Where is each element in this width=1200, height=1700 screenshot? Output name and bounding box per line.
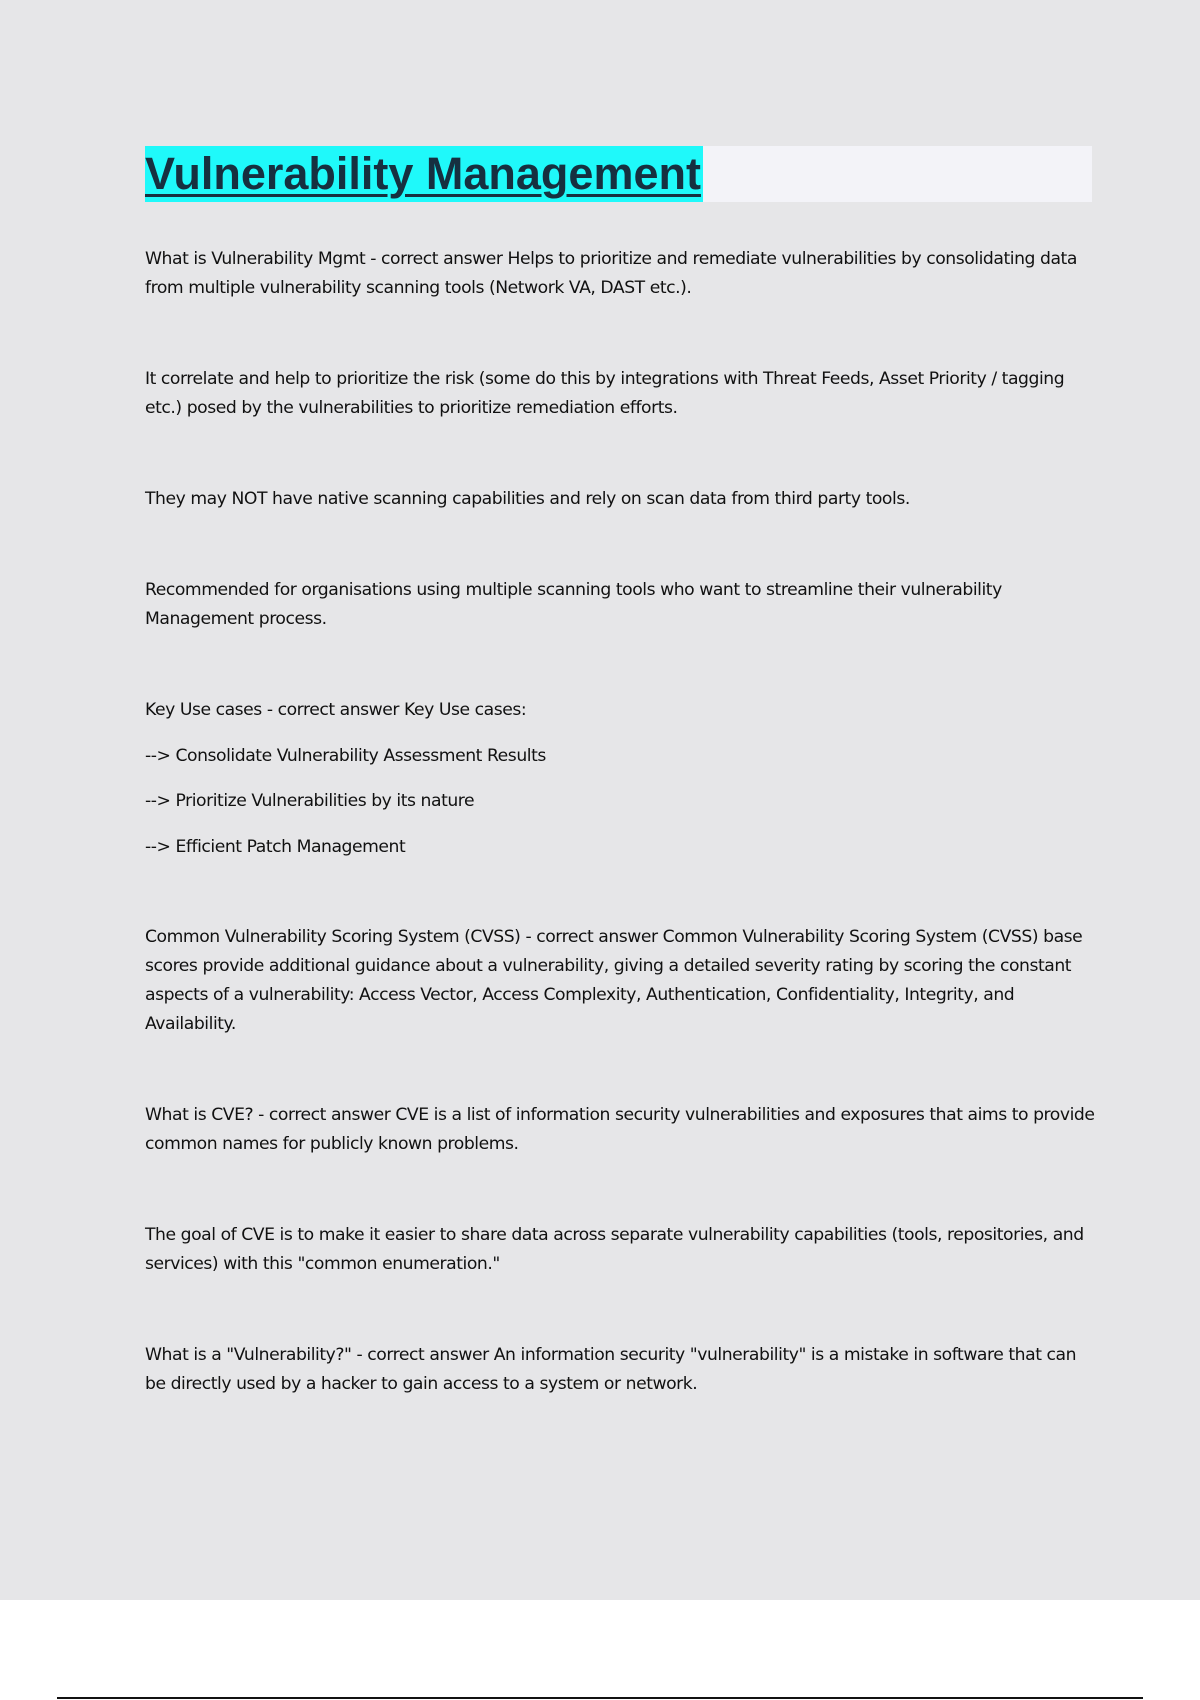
paragraph-vulnerability-definition: What is a "Vulnerability?" - correct answer An information security "vulnerability" is a mistake in software that can be directly used by a hacker to gain access to a system or network. xyxy=(145,1345,1077,1394)
paragraph-vulnerability-mgmt: What is Vulnerability Mgmt - correct answer Helps to prioritize and remediate vulnerabilities by consolidating data from multiple vulnerability scanning tools (Network VA, DAST etc.). xyxy=(145,249,1077,298)
list-item-use-case: --> Prioritize Vulnerabilities by its nature xyxy=(145,791,475,811)
document-title: Vulnerability Management xyxy=(145,146,703,202)
paragraph-recommended: Recommended for organisations using multiple scanning tools who want to streamline their vulnerability Management process. xyxy=(145,580,1002,629)
footer-rule xyxy=(57,1697,1143,1699)
list-item-use-case: --> Consolidate Vulnerability Assessment Results xyxy=(145,746,546,766)
paragraph-cve-goal: The goal of CVE is to make it easier to share data across separate vulnerability capabilities (tools, repositories, and services) with this "common enumeration." xyxy=(145,1225,1084,1274)
paragraph-key-use-cases: Key Use cases - correct answer Key Use cases: xyxy=(145,700,527,720)
list-item-use-case: --> Efficient Patch Management xyxy=(145,837,406,857)
paragraph-risk-correlation: It correlate and help to prioritize the risk (some do this by integrations with Threat Feeds, Asset Priority / tagging etc.) posed by the vulnerabilities to prioritize remediation efforts. xyxy=(145,369,1065,418)
paragraph-cve: What is CVE? - correct answer CVE is a list of information security vulnerabilities and exposures that aims to provide common names for publicly known problems. xyxy=(145,1105,1095,1154)
paragraph-native-scanning: They may NOT have native scanning capabilities and rely on scan data from third party tools. xyxy=(145,489,910,509)
paragraph-cvss: Common Vulnerability Scoring System (CVSS) - correct answer Common Vulnerability Scoring System (CVSS) base scores provide additional guidance about a vulnerability, giving a detailed severity rating by scoring the constant aspects of a vulnerability: Access Vector, Access Complexity, Authentication, Confidentiality, Integrity, and Availability. xyxy=(145,927,1083,1034)
